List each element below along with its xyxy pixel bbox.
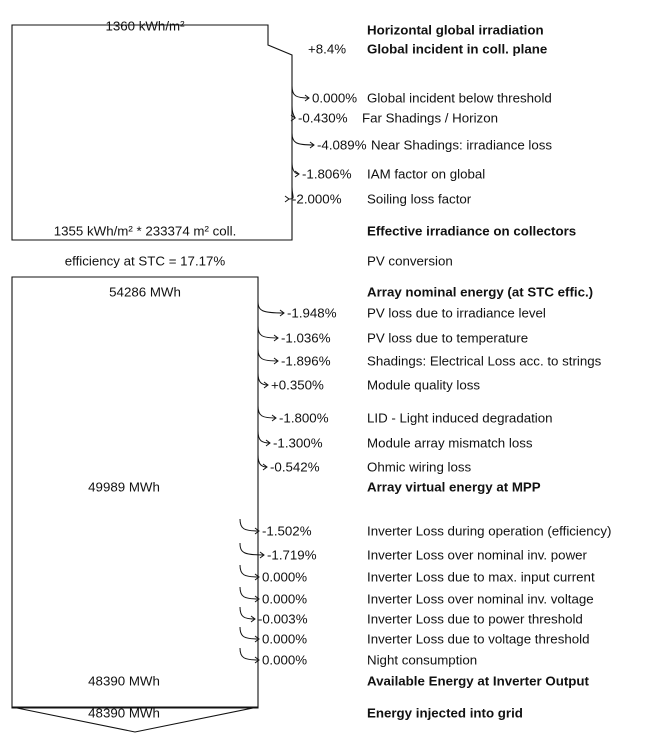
incident-label: Global incident in coll. plane [367, 41, 548, 57]
array-loss-label: Module quality loss [367, 377, 481, 393]
array-loss-label: Shadings: Electrical Loss acc. to strings [367, 353, 602, 369]
array-mpp-label: Array virtual energy at MPP [367, 479, 541, 495]
irradiance-loss-pct: -4.089% [317, 137, 367, 153]
stc-efficiency: efficiency at STC = 17.17% [64, 253, 226, 269]
loss-arrow [292, 133, 314, 145]
array-mpp-value: 49989 MWh [88, 479, 160, 495]
inverter-loss-pct: 0.000% [262, 631, 308, 647]
inverter-loss-pct: -0.003% [258, 611, 308, 627]
loss-arrow [258, 373, 268, 385]
inverter-loss-label: Inverter Loss due to power threshold [367, 611, 583, 627]
horizontal-irradiation-value: 1360 kWh/m² [105, 18, 185, 34]
loss-arrow-head [285, 196, 289, 202]
array-nominal-label: Array nominal energy (at STC effic.) [367, 284, 594, 300]
irradiance-loss-pct: -0.430% [298, 110, 348, 126]
inverter-loss-pct: 0.000% [262, 652, 308, 668]
array-loss-pct: -1.948% [287, 305, 337, 321]
irradiance-loss-label: Global incident below threshold [367, 90, 552, 106]
array-loss-pct: +0.350% [271, 377, 324, 393]
grid-energy-label: Energy injected into grid [367, 705, 523, 721]
irradiance-loss-label: IAM factor on global [367, 166, 486, 182]
horizontal-irradiation-label: Horizontal global irradiation [367, 22, 544, 38]
array-loss-pct: -1.800% [279, 410, 329, 426]
incident-pct: +8.4% [308, 41, 347, 57]
inverter-loss-pct: -1.719% [267, 547, 317, 563]
inverter-loss-label: Inverter Loss over nominal inv. power [367, 547, 587, 563]
inverter-loss-pct: -1.502% [262, 523, 312, 539]
loss-arrow [292, 162, 299, 174]
loss-arrow [258, 455, 267, 467]
irradiance-loss-pct: -2.000% [292, 191, 342, 207]
array-loss-pct: -1.300% [273, 435, 323, 451]
inverter-output-value: 48390 MWh [88, 673, 160, 689]
array-nominal-value: 54286 MWh [109, 284, 181, 300]
array-loss-pct: -1.896% [281, 353, 331, 369]
inverter-loss-pct: 0.000% [262, 591, 308, 607]
inverter-loss-label: Inverter Loss during operation (efficiency) [367, 523, 612, 539]
inverter-loss-label: Night consumption [367, 652, 478, 668]
irradiance-flow-band [12, 25, 292, 240]
inverter-loss-label: Inverter Loss over nominal inv. voltage [367, 591, 594, 607]
array-loss-pct: -1.036% [281, 330, 331, 346]
irradiance-loss-label: Soiling loss factor [367, 191, 472, 207]
array-loss-label: Ohmic wiring loss [367, 459, 472, 475]
array-loss-pct: -0.542% [270, 459, 320, 475]
array-loss-label: PV loss due to temperature [367, 330, 529, 346]
inverter-loss-pct: 0.000% [262, 569, 308, 585]
pv-conversion-label: PV conversion [367, 253, 453, 269]
effective-irradiance-value: 1355 kWh/m² * 233374 m² coll. [53, 223, 237, 239]
array-loss-label: LID - Light induced degradation [367, 410, 553, 426]
array-loss-label: Module array mismatch loss [367, 435, 533, 451]
inverter-loss-label: Inverter Loss due to voltage threshold [367, 631, 590, 647]
grid-energy-value: 48390 MWh [88, 705, 160, 721]
loss-arrow [240, 543, 264, 555]
array-loss-label: PV loss due to irradiance level [367, 305, 546, 321]
inverter-output-label: Available Energy at Inverter Output [367, 673, 589, 689]
loss-arrow [258, 301, 284, 313]
irradiance-loss-label: Near Shadings: irradiance loss [371, 137, 553, 153]
irradiance-loss-label: Far Shadings / Horizon [362, 110, 498, 126]
inverter-loss-label: Inverter Loss due to max. input current [367, 569, 595, 585]
irradiance-loss-pct: -1.806% [302, 166, 352, 182]
effective-irradiance-label: Effective irradiance on collectors [367, 223, 577, 239]
irradiance-loss-pct: 0.000% [312, 90, 358, 106]
